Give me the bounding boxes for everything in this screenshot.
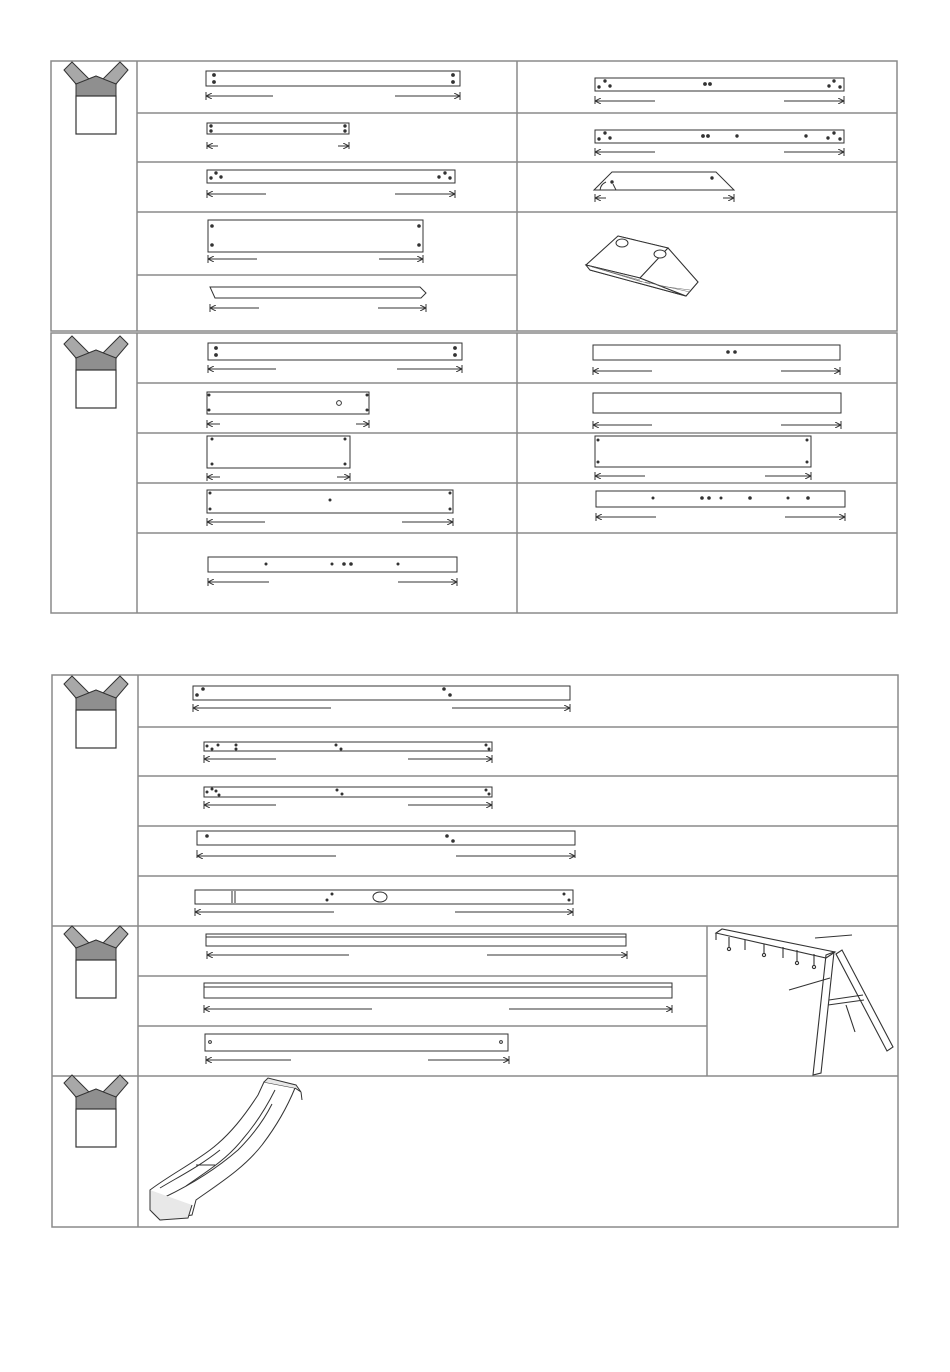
board-part-icon (206, 71, 460, 312)
package-box-icon (64, 676, 128, 748)
package-box-icon (64, 926, 128, 998)
board-part-icon (594, 78, 844, 202)
board-part-icon (193, 686, 672, 1064)
section-1 (51, 61, 897, 331)
package-box-icon (64, 62, 128, 134)
section-2 (51, 333, 897, 613)
package-box-icon (64, 336, 128, 408)
slide-icon (150, 1078, 302, 1220)
wedge-3d-part-icon (586, 236, 698, 296)
board-part-icon (207, 343, 462, 586)
section-3 (52, 675, 898, 1227)
package-box-icon (64, 1075, 128, 1147)
swing-frame-icon (716, 929, 893, 1075)
